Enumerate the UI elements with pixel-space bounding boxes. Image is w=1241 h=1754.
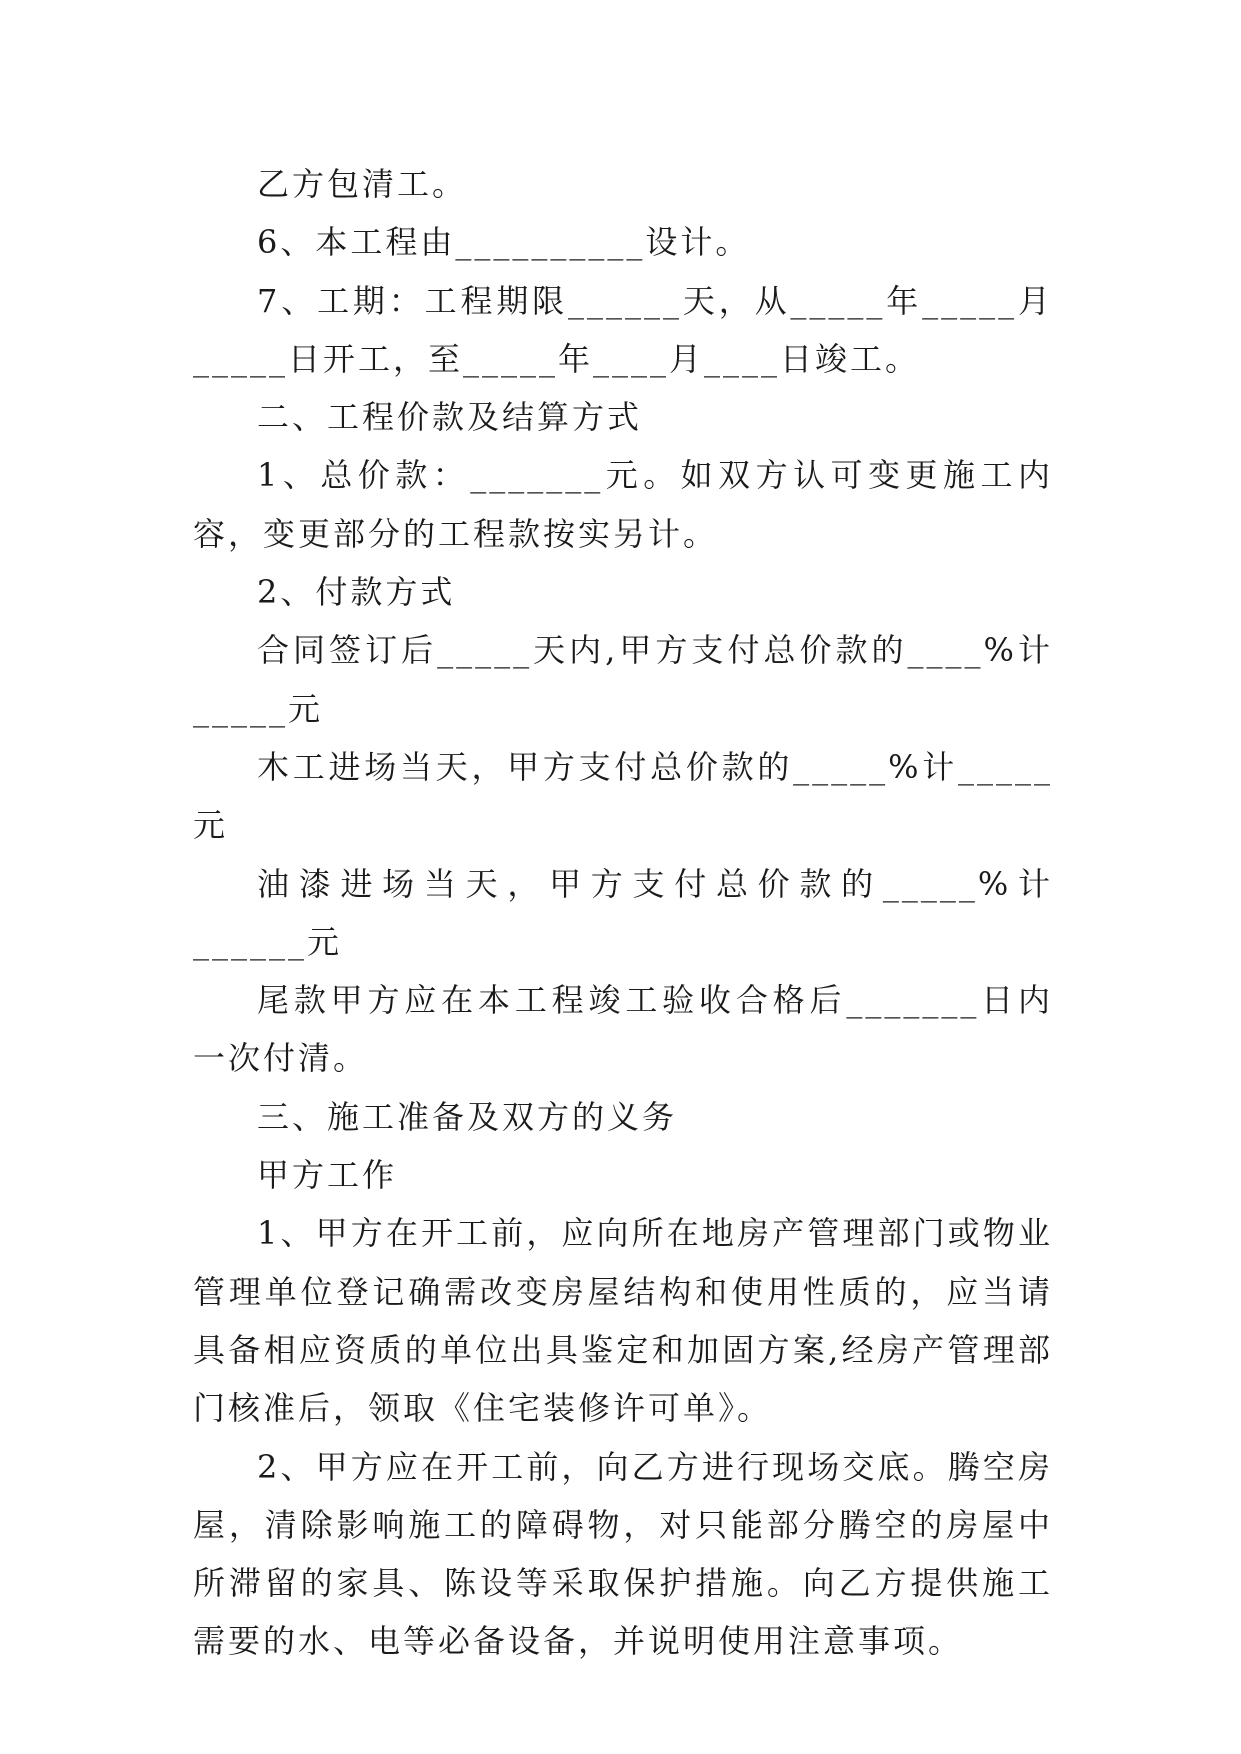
paragraph-contractor-labor: 乙方包清工。 xyxy=(257,165,468,203)
paragraph-final-payment: 尾款甲方应在本工程竣工验收合格后_______日内一次付清。 xyxy=(193,981,1053,1078)
section-heading-obligations: 三、施工准备及双方的义务 xyxy=(257,1097,678,1136)
paragraph-total-price: 1、总价款：_______元。如双方认可变更施工内容，变更部分的工程款按实另计。 xyxy=(193,456,1053,553)
paragraph-payment-method: 2、付款方式 xyxy=(257,573,456,612)
section-heading-price: 二、工程价款及结算方式 xyxy=(257,398,643,437)
document-body xyxy=(193,155,1053,1671)
paragraph-payment-signing: 合同签订后_____天内,甲方支付总价款的____%计_____元 xyxy=(193,631,1053,728)
paragraph-obligation-1: 1、甲方在开工前，应向所在地房产管理部门或物业管理单位登记确需改变房屋结构和使用性质的，应当请具备相应资质的单位出具鉴定和加固方案,经房产管理部门核准后，领取《住宅装修许可单》。 xyxy=(193,1214,1053,1428)
paragraph-obligation-2: 2、甲方应在开工前，向乙方进行现场交底。腾空房屋，清除影响施工的障碍物，对只能部分腾空的房屋中所滞留的家具、陈设等采取保护措施。向乙方提供施工需要的水、电等必备设备，并说明使用注意事项。 xyxy=(193,1447,1053,1661)
subheading-party-a-work: 甲方工作 xyxy=(257,1156,398,1195)
paragraph-payment-painting: 油漆进场当天，甲方支付总价款的_____%计______元 xyxy=(193,864,1053,961)
paragraph-design: 6、本工程由__________设计。 xyxy=(257,223,751,262)
paragraph-payment-carpentry: 木工进场当天，甲方支付总价款的_____%计_____元 xyxy=(193,747,1053,845)
paragraph-schedule: 7、工期：工程期限______天，从_____年_____月_____日开工，至_____年____月____日竣工。 xyxy=(193,281,1053,378)
